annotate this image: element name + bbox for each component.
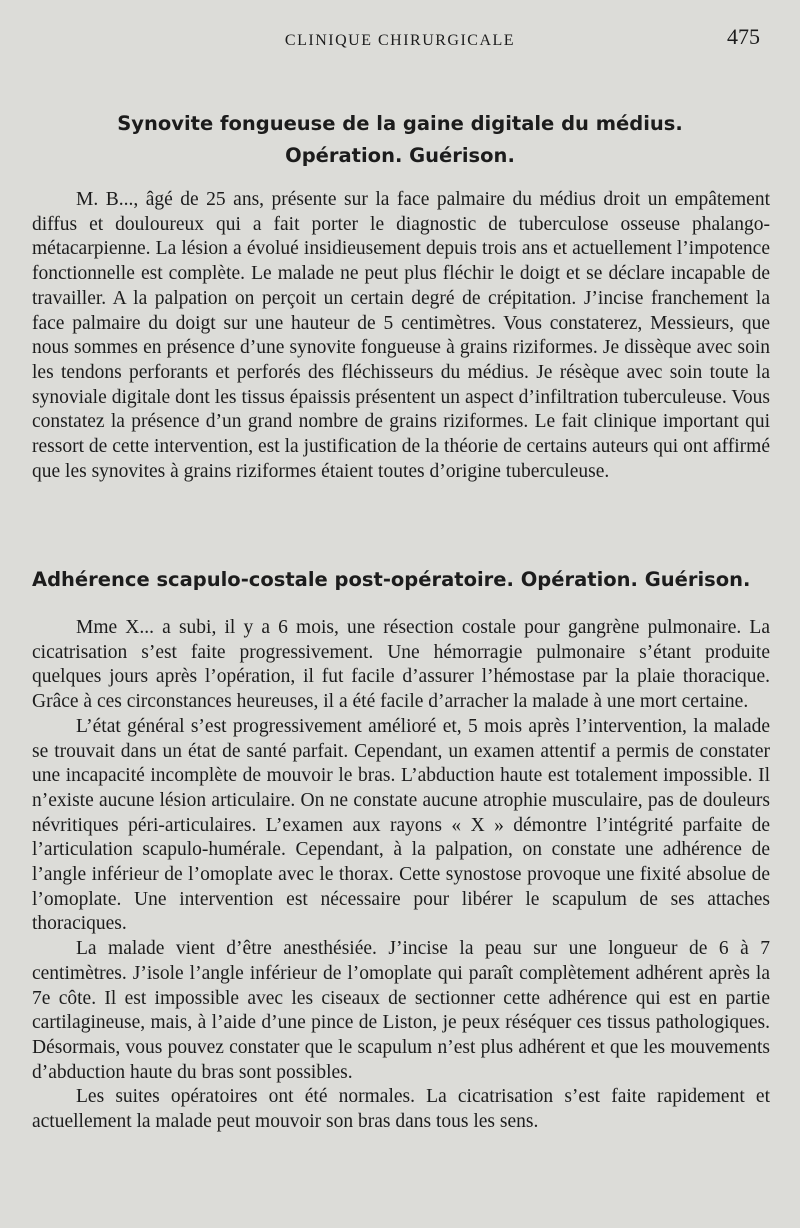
paragraph: L’état général s’est progressivement amélioré et, 5 mois après l’intervention, la malade se trouvait dans un état de santé parfait. Cependant, un examen attentif a permis de constater une incapacité incomplète de mouvoir le bras. L’abduction haute est totalement impossible. Il n’existe aucune lésion articulaire. On ne constate aucune atrophie musculaire, pas de douleurs névritiques péri-articulaires. L’examen aux rayons « X » démontre l’intégrité parfaite de l’articulation scapulo-humérale. Cependant, à la palpation, on constate une adhérence de l’angle inférieur de l’omoplate avec le thorax. Cette synostose provoque une fixité absolue de l’omoplate. Une intervention est nécessaire pour libérer le scapulum de ses attaches thoraciques. [32, 715, 770, 935]
page-number: 475 [727, 24, 760, 49]
section-2-title: Adhérence scapulo-costale post-opératoire. Opération. Guérison. [32, 568, 751, 591]
section-1-title-line-1: Synovite fongueuse de la gaine digitale du médius. [117, 112, 683, 135]
paragraph: Mme X... a subi, il y a 6 mois, une résection costale pour gangrène pulmonaire. La cicatrisation s’est faite progressivement. Une hémorragie pulmonaire s’étant produite quelques jours après l’opération, il fut facile d’assurer l’hémostase par la plaie thoracique. Grâce à ces circonstances heureuses, il a été facile d’arracher la malade à une mort certaine. [32, 617, 770, 713]
section-2-body [32, 616, 770, 1135]
paragraph: La malade vient d’être anesthésiée. J’incise la peau sur une longueur de 6 à 7 centimètres. J’isole l’angle inférieur de l’omoplate qui paraît complètement adhérent après la 7e côte. Il est impossible avec les ciseaux de sectionner cette adhérence qui est en partie cartilagineuse, mais, à l’aide d’une pince de Liston, je peux réséquer ces tissus pathologiques. Désormais, vous pouvez constater que le scapulum n’est plus adhérent et que les mouvements d’abduction haute du bras sont possibles. [32, 938, 770, 1083]
running-head: CLINIQUE CHIRURGICALE [284, 32, 516, 49]
paragraph: M. B..., âgé de 25 ans, présente sur la face palmaire du médius droit un empâtement diffus et douloureux qui a fait porter le diagnostic de tuberculose osseuse phalango-métacarpienne. La lésion a évolué insidieusement depuis trois ans et actuellement l’impotence fonctionnelle est complète. Le malade ne peut plus fléchir le doigt et se déclare incapable de travailler. A la palpation on perçoit un certain degré de crépitation. J’incise franchement la face palmaire du doigt sur une hauteur de 5 centimètres. Vous constaterez, Messieurs, que nous sommes en présence d’une synovite fongueuse à grains riziformes. Je dissèque avec soin les tendons perforants et perforés des fléchisseurs du médius. Je résèque avec soin toute la synoviale digitale dont les tissus épaissis présentent un aspect d’infiltration tuberculeuse. Vous constatez la présence d’un grand nombre de grains riziformes. Le fait clinique important qui ressort de cette intervention, est la justification de la théorie de certains auteurs qui ont affirmé que les synovites à grains riziformes étaient toutes d’origine tuberculeuse. [32, 189, 770, 482]
section-1-title-line-2: Opération. Guérison. [285, 144, 515, 167]
section-1-body [32, 188, 770, 484]
paragraph: Les suites opératoires ont été normales. La cicatrisation s’est faite rapidement et actuellement la malade peut mouvoir son bras dans tous les sens. [32, 1086, 770, 1133]
section-1-title [0, 108, 800, 172]
